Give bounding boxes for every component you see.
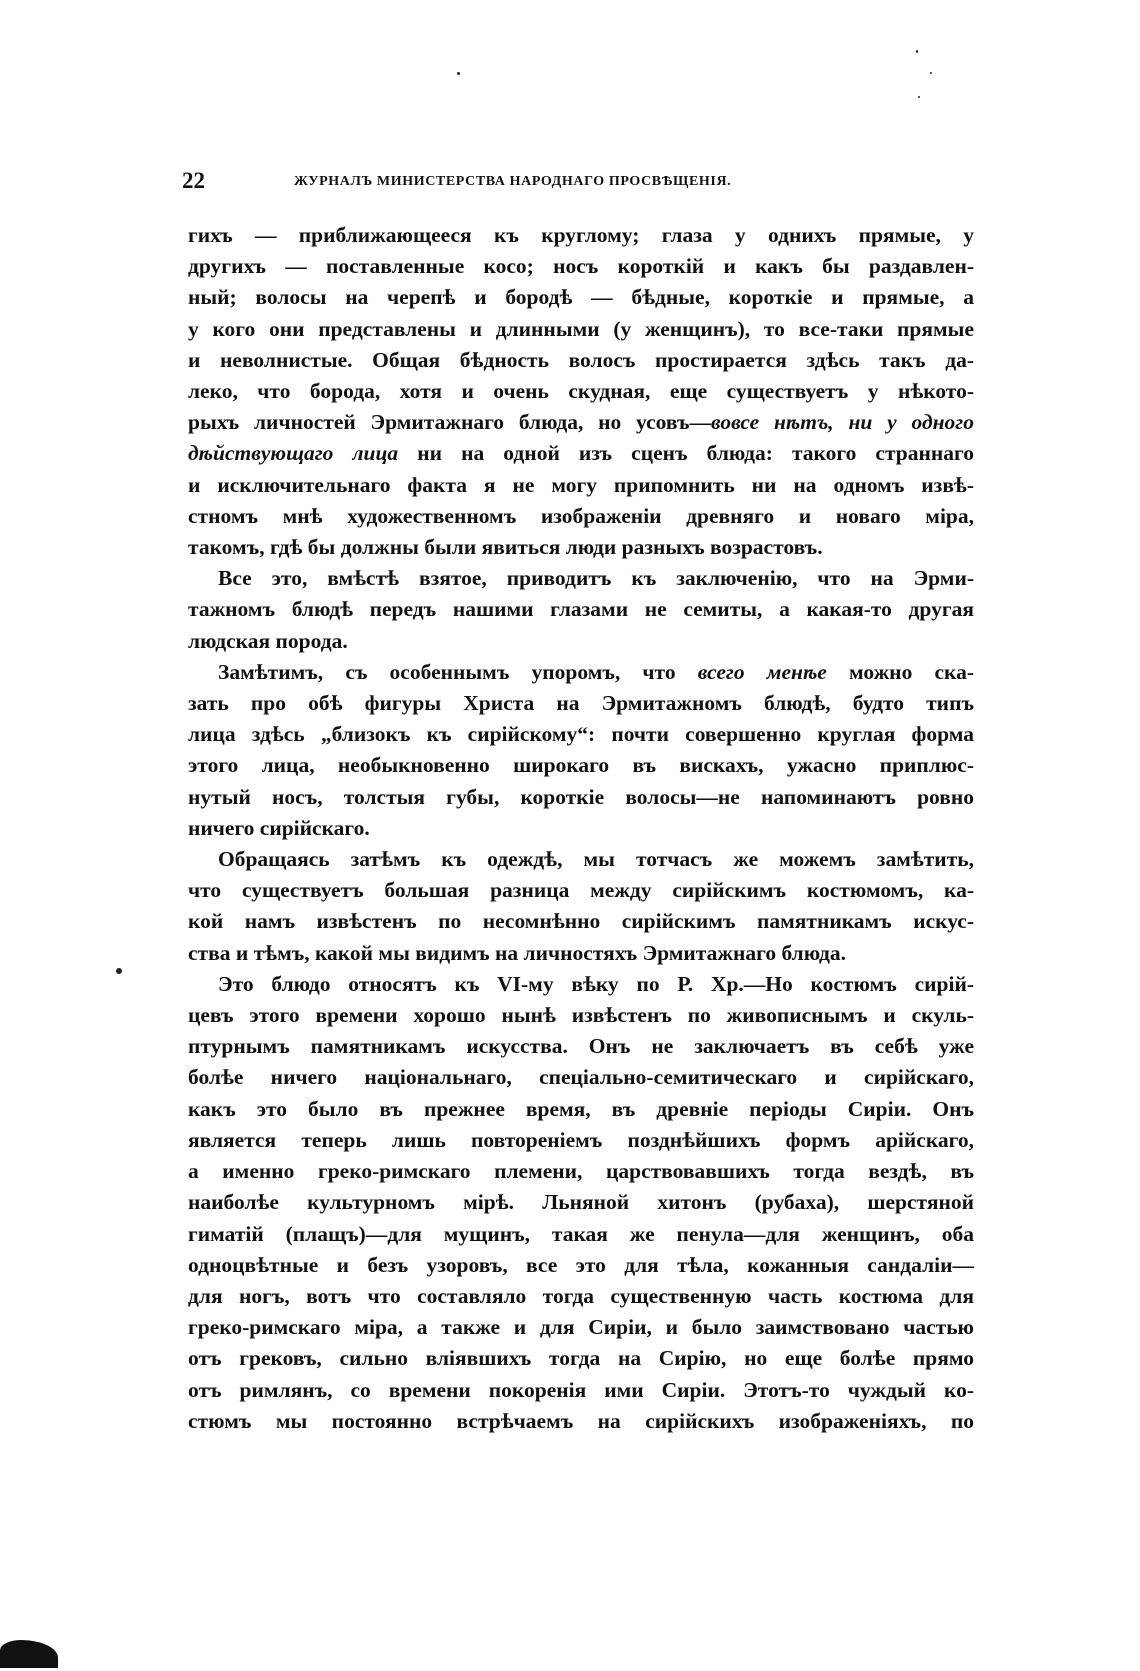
- text-line: [188, 657, 974, 688]
- paragraph-3: [188, 657, 974, 844]
- text-line: отъ римлянъ, со времени покоренія ими Сиріи. Этотъ-то чуждый ко-: [188, 1377, 974, 1402]
- text-line: нутый носъ, толстыя губы, короткіе волосы—не напоминаютъ ровно: [188, 784, 974, 809]
- text-line: тажномъ блюдѣ передъ нашими глазами не семиты, а какая-то другая: [188, 597, 974, 622]
- italic-fragment: дѣйствующаго лица: [188, 441, 399, 466]
- text-line: Все это, вмѣстѣ взятое, приводитъ къ заключенію, что на Эрми-: [218, 566, 974, 591]
- text-line: стюмъ мы постоянно встрѣчаемъ на сирійскихъ изображеніяхъ, по: [188, 1408, 974, 1433]
- italic-fragment: вовсе нѣтъ, ни у одного: [711, 410, 974, 435]
- text-line: такомъ, гдѣ бы должны были явиться люди разныхъ возрастовъ.: [188, 535, 823, 560]
- text-line: цевъ этого времени хорошо нынѣ извѣстенъ по живописнымъ и скуль-: [188, 1003, 974, 1028]
- scan-speck: [916, 50, 918, 53]
- text-line: отъ грековъ, сильно вліявшихъ тогда на Сирію, но еще болѣе прямо: [188, 1346, 974, 1371]
- text-line: этого лица, необыкновенно широкаго въ вискахъ, ужасно приплюс-: [188, 753, 974, 778]
- text-line: ничего сирійскаго.: [188, 815, 370, 840]
- paragraph-2: [188, 563, 974, 657]
- running-title: ЖУРНАЛЪ МИНИСТЕРСТВА НАРОДНАГО ПРОСВѢЩЕНІЯ.: [294, 174, 732, 189]
- text-line: гиматій (плащъ)—для мущинъ, такая же пенула—для женщинъ, оба: [188, 1221, 974, 1246]
- text-line: для ногъ, вотъ что составляло тогда существенную часть костюма для: [188, 1283, 974, 1308]
- text-fragment: рыхъ личностей Эрмитажнаго блюда, но усовъ—: [188, 410, 711, 435]
- text-line: а именно греко-римскаго племени, царствовавшихъ тогда вездѣ, въ: [188, 1159, 974, 1184]
- text-line: ства и тѣмъ, какой мы видимъ на личностяхъ Эрмитажнаго блюда.: [188, 940, 846, 965]
- paragraph-5: [188, 969, 974, 1437]
- paragraph-1: [188, 220, 974, 563]
- body-text: [188, 220, 974, 1437]
- scan-speck: [457, 72, 460, 75]
- text-line: [188, 438, 974, 469]
- text-line: болѣе ничего національнаго, спеціально-семитическаго и сирійскаго,: [188, 1065, 974, 1090]
- scan-speck: [918, 96, 920, 98]
- text-fragment: можно ска-: [826, 659, 974, 684]
- text-line: у кого они представлены и длинными (у женщинъ), то все-таки прямые: [188, 316, 974, 341]
- text-line: и неволнистые. Общая бѣдность волосъ простирается здѣсь такъ да-: [188, 347, 974, 372]
- text-line: какъ это было въ прежнее время, въ древніе періоды Сиріи. Онъ: [188, 1096, 974, 1121]
- scan-blot: [0, 1640, 58, 1668]
- text-fragment: Замѣтимъ, съ особеннымъ упоромъ, что: [218, 659, 676, 684]
- text-line: греко-римскаго міра, а также и для Сиріи, и было заимствовано частью: [188, 1315, 974, 1340]
- text-line: ный; волосы на черепѣ и бородѣ — бѣдные, короткіе и прямые, а: [188, 285, 974, 310]
- text-line: что существуетъ большая разница между сирійскимъ костюмомъ, ка-: [188, 878, 974, 903]
- text-line: другихъ — поставленные косо; носъ короткій и какъ бы раздавлен-: [188, 254, 974, 279]
- text-line: зать про обѣ фигуры Христа на Эрмитажномъ блюдѣ, будто типъ: [188, 691, 974, 716]
- text-line: Это блюдо относятъ къ VI-му вѣку по Р. Хр.—Но костюмъ сирій-: [218, 971, 974, 996]
- text-line: людская порода.: [188, 628, 348, 653]
- text-line: наиболѣе культурномъ мірѣ. Льняной хитонъ (рубаха), шерстяной: [188, 1190, 974, 1215]
- text-line: Обращаясь затѣмъ къ одеждѣ, мы тотчасъ же можемъ замѣтить,: [218, 847, 974, 872]
- text-line: леко, что борода, хотя и очень скудная, еще существуетъ у нѣкото-: [188, 379, 974, 404]
- text-line: кой намъ извѣстенъ по несомнѣнно сирійскимъ памятникамъ искус-: [188, 909, 974, 934]
- scan-speck: [116, 968, 122, 974]
- text-line: стномъ мнѣ художественномъ изображеніи древняго и новаго міра,: [188, 503, 974, 528]
- text-line: и исключительнаго факта я не могу припомнить ни на одномъ извѣ-: [188, 472, 974, 497]
- italic-fragment: всего менѣе: [697, 659, 827, 684]
- paragraph-4: [188, 844, 974, 969]
- text-fragment: ни на одной изъ сценъ блюда: такого страннаго: [398, 441, 974, 466]
- text-line: гихъ — приближающееся къ круглому; глаза у однихъ прямые, у: [188, 223, 974, 247]
- text-line: птурнымъ памятникамъ искусства. Онъ не заключаетъ въ себѣ уже: [188, 1034, 974, 1059]
- page-number: 22: [182, 168, 205, 193]
- text-line: лица здѣсь „близокъ къ сирійскому“: почти совершенно круглая форма: [188, 722, 974, 747]
- page-header: [182, 166, 970, 196]
- text-line: [188, 407, 974, 438]
- scan-speck: [930, 72, 932, 74]
- text-line: является теперь лишь повтореніемъ позднѣйшихъ формъ арійскаго,: [188, 1127, 974, 1152]
- text-line: одноцвѣтные и безъ узоровъ, все это для тѣла, кожанныя сандаліи—: [188, 1252, 974, 1277]
